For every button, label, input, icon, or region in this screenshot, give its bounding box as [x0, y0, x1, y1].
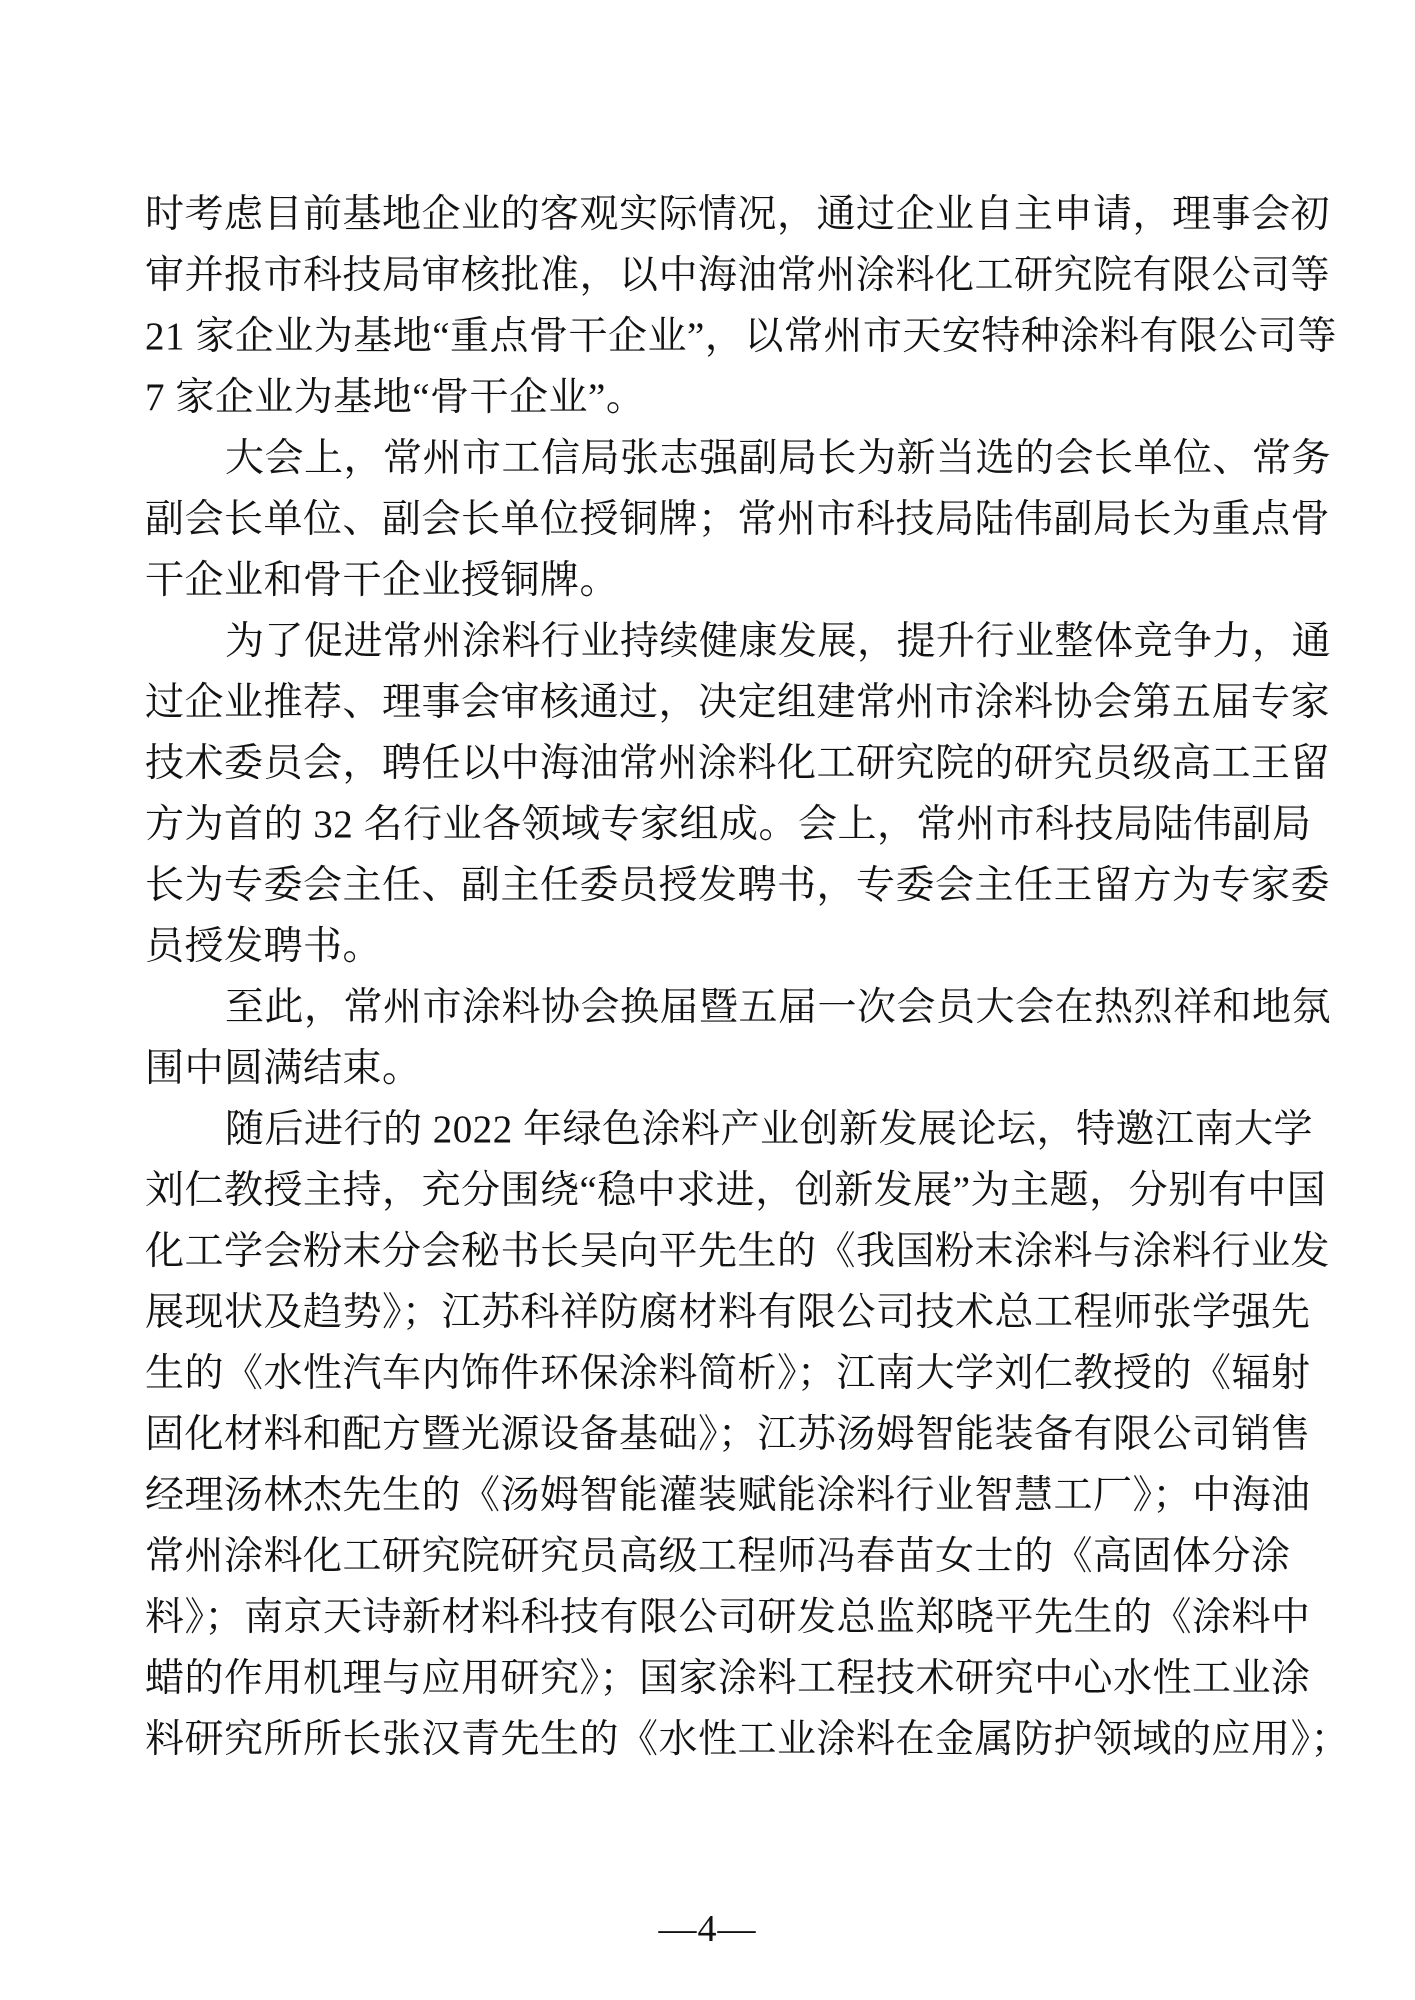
text-line: 围中圆满结束。 [145, 1047, 422, 1090]
text-line: 长为专委会主任、副主任委员授发聘书，专委会主任王留方为专家委 [145, 864, 1331, 907]
text-line: 技术委员会，聘任以中海油常州涂料化工研究院的研究员级高工王留 [145, 742, 1331, 785]
text-line: 7 家企业为基地“骨干企业”。 [145, 376, 646, 419]
text-line: 时考虑目前基地企业的客观实际情况，通过企业自主申请，理事会初 [145, 193, 1331, 236]
document-body [145, 184, 1351, 1770]
text-line: 刘仁教授主持，充分围绕“稳中求进，创新发展”为主题，分别有中国 [145, 1169, 1327, 1212]
text-line: 副会长单位、副会长单位授铜牌；常州市科技局陆伟副局长为重点骨 [145, 498, 1331, 541]
page-number: —4— [658, 1908, 757, 1950]
text-line: 料》；南京天诗新材料科技有限公司研发总监郑晓平先生的《涂料中 [145, 1596, 1311, 1639]
text-line: 方为首的 32 名行业各领域专家组成。会上，常州市科技局陆伟副局 [145, 803, 1312, 846]
text-line: 固化材料和配方暨光源设备基础》；江苏汤姆智能装备有限公司销售 [145, 1413, 1311, 1456]
text-line: 生的《水性汽车内饰件环保涂料简析》；江南大学刘仁教授的《辐射 [145, 1352, 1311, 1395]
text-line: 蜡的作用机理与应用研究》；国家涂料工程技术研究中心水性工业涂 [145, 1657, 1311, 1700]
text-line: 员授发聘书。 [145, 925, 383, 968]
text-line: 21 家企业为基地“重点骨干企业”，以常州市天安特种涂料有限公司等 [145, 315, 1337, 358]
text-line: 审并报市科技局审核批准，以中海油常州涂料化工研究院有限公司等 [145, 254, 1331, 297]
text-line: 过企业推荐、理事会审核通过，决定组建常州市涂料协会第五届专家 [145, 681, 1331, 724]
text-line: 随后进行的 2022 年绿色涂料产业创新发展论坛，特邀江南大学 [225, 1108, 1314, 1151]
text-line: 常州涂料化工研究院研究员高级工程师冯春苗女士的《高固体分涂 [145, 1535, 1291, 1578]
text-line: 料研究所所长张汉青先生的《水性工业涂料在金属防护领域的应用》； [145, 1718, 1351, 1761]
text-line: 大会上，常州市工信局张志强副局长为新当选的会长单位、常务 [225, 437, 1332, 480]
text-line: 展现状及趋势》；江苏科祥防腐材料有限公司技术总工程师张学强先 [145, 1291, 1311, 1334]
text-line: 为了促进常州涂料行业持续健康发展，提升行业整体竞争力，通 [225, 620, 1332, 663]
text-line: 经理汤林杰先生的《汤姆智能灌装赋能涂料行业智慧工厂》；中海油 [145, 1474, 1311, 1517]
text-line: 干企业和骨干企业授铜牌。 [145, 559, 620, 602]
text-line: 化工学会粉末分会秘书长吴向平先生的《我国粉末涂料与涂料行业发 [145, 1230, 1331, 1273]
text-line: 至此，常州市涂料协会换届暨五届一次会员大会在热烈祥和地氛 [225, 986, 1332, 1029]
